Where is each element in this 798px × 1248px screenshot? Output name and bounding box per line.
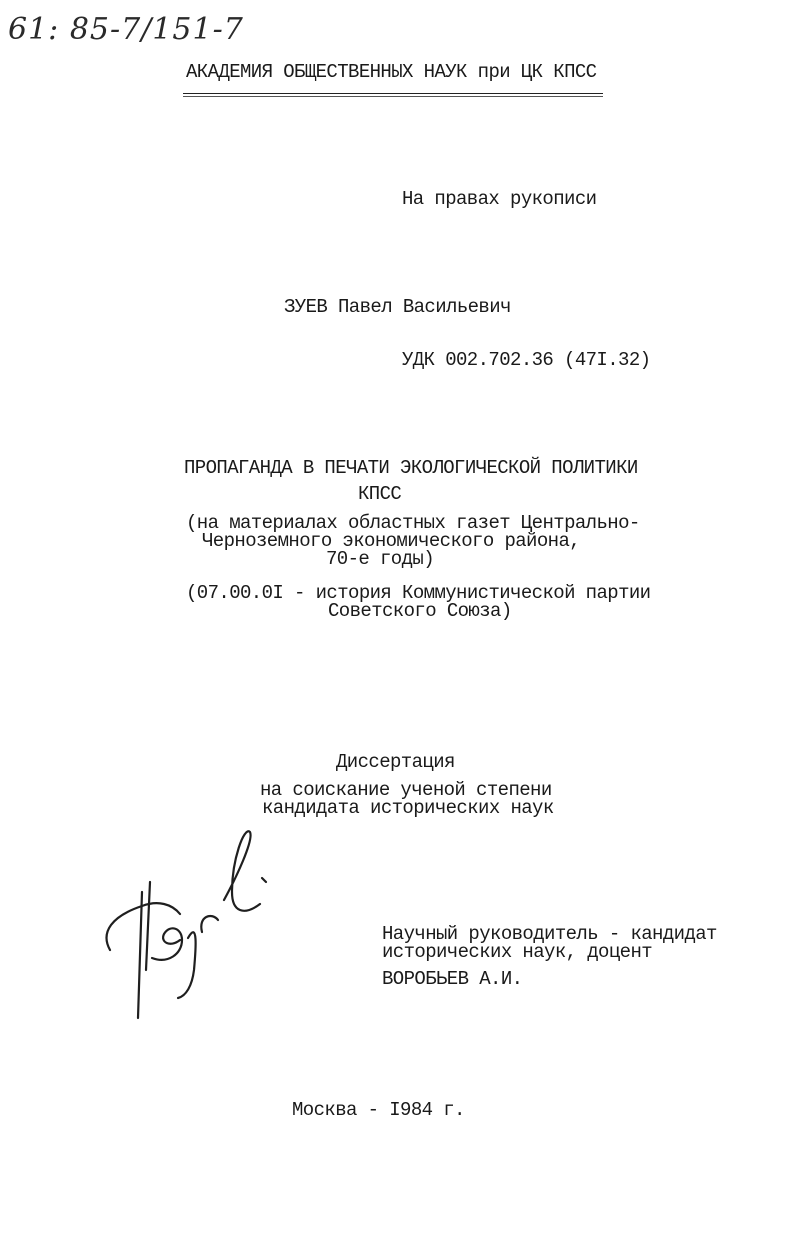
city-year-footer: Москва - I984 г. <box>292 1099 465 1121</box>
thesis-subtitle-line-2: Черноземного экономического района, <box>202 530 581 552</box>
manuscript-note: На правах рукописи <box>402 188 597 210</box>
header-underline-shadow <box>183 96 603 97</box>
thesis-title-line-1: ПРОПАГАНДА В ПЕЧАТИ ЭКОЛОГИЧЕСКОЙ ПОЛИТИКИ <box>184 457 638 479</box>
header-underline <box>183 93 603 94</box>
supervisor-line-3: ВОРОБЬЕВ А.И. <box>382 968 523 990</box>
thesis-subtitle-line-1: (на материалах областных газет Центрально- <box>186 512 640 534</box>
handwritten-catalog-code: 61: 85-7/151-7 <box>8 12 244 47</box>
udk-code: УДК 002.702.36 (47I.32) <box>402 349 651 371</box>
thesis-subtitle-line-3: 70-е годы) <box>326 548 435 570</box>
handwritten-signature <box>90 820 290 1030</box>
degree-line-1: Диссертация <box>336 751 455 773</box>
institution-header: АКАДЕМИЯ ОБЩЕСТВЕННЫХ НАУК при ЦК КПСС <box>186 61 597 83</box>
specialty-line-1: (07.00.0I - история Коммунистической партии <box>186 582 651 604</box>
supervisor-line-1: Научный руководитель - кандидат <box>382 923 717 945</box>
thesis-title-line-2: КПСС <box>358 483 402 505</box>
author-name: ЗУЕВ Павел Васильевич <box>284 296 511 318</box>
supervisor-line-2: исторических наук, доцент <box>382 941 653 963</box>
degree-line-3: кандидата исторических наук <box>262 797 554 819</box>
degree-line-2: на соискание ученой степени <box>260 779 552 801</box>
specialty-line-2: Советского Союза) <box>328 600 512 622</box>
